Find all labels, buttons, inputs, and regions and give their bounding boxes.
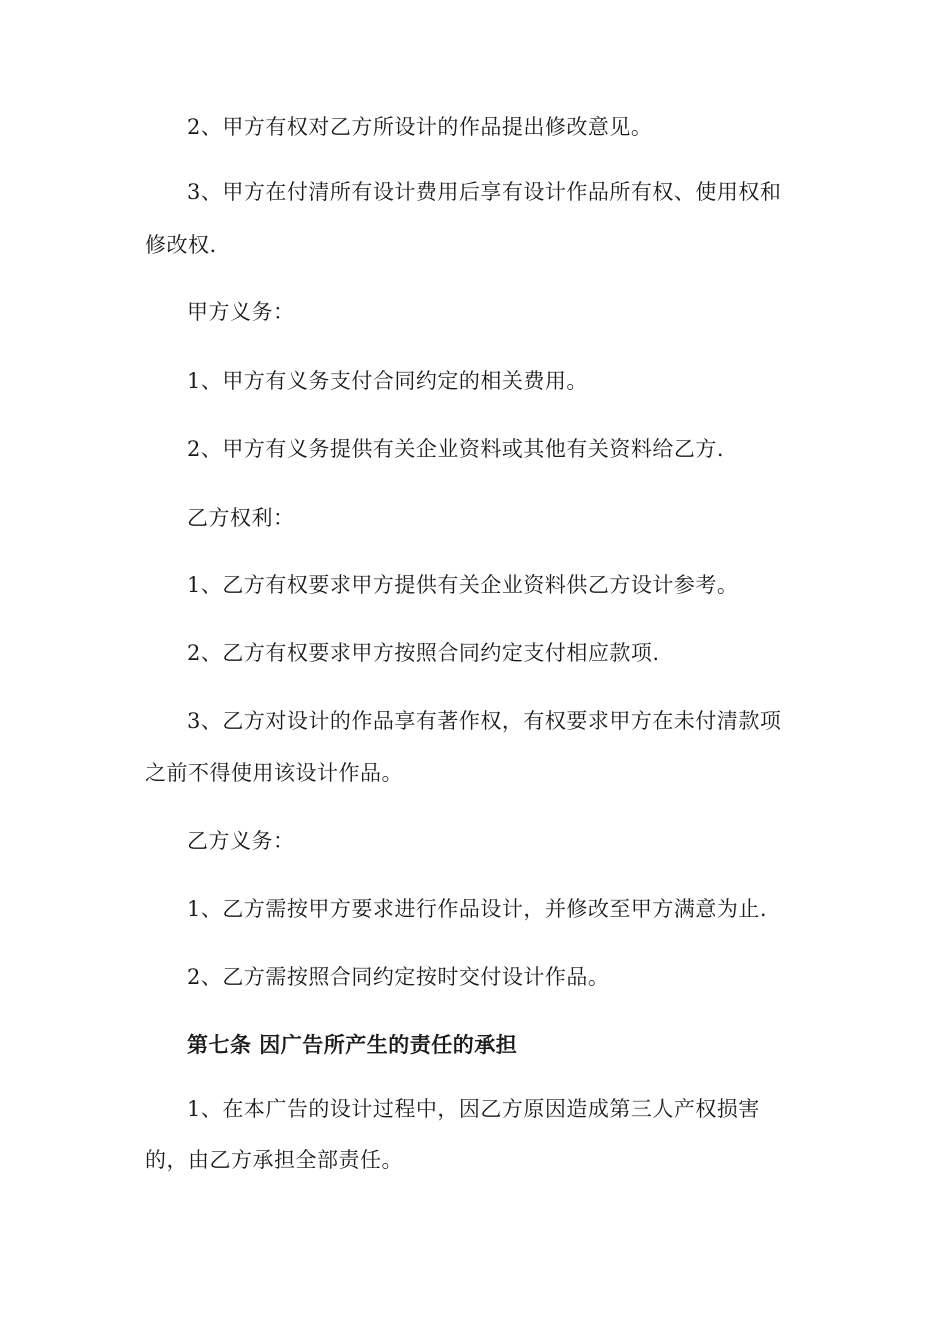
paragraph-line: 3、甲方在付清所有设计费用后享有设计作品所有权、使用权和 <box>187 180 782 204</box>
paragraph-line: 2、乙方有权要求甲方按照合同约定支付相应款项. <box>187 641 660 665</box>
paragraph-line: 3、乙方对设计的作品享有著作权，有权要求甲方在未付清款项 <box>187 709 782 733</box>
paragraph-line: 1、在本广告的设计过程中，因乙方原因造成第三人产权损害 <box>187 1097 760 1121</box>
paragraph-line: 之前不得使用该设计作品。 <box>145 761 403 785</box>
article-heading: 第七条 因广告所产生的责任的承担 <box>187 1033 518 1057</box>
section-label: 乙方义务： <box>187 829 295 853</box>
paragraph-line: 1、甲方有义务支付合同约定的相关费用。 <box>187 369 588 393</box>
paragraph-line: 2、乙方需按照合同约定按时交付设计作品。 <box>187 965 610 989</box>
section-label: 乙方权利： <box>187 506 295 530</box>
paragraph-line: 1、乙方有权要求甲方提供有关企业资料供乙方设计参考。 <box>187 573 739 597</box>
paragraph-line: 2、甲方有义务提供有关企业资料或其他有关资料给乙方. <box>187 437 725 461</box>
paragraph-line: 修改权. <box>145 233 217 257</box>
paragraph-line: 的，由乙方承担全部责任。 <box>145 1148 403 1172</box>
paragraph-line: 1、乙方需按甲方要求进行作品设计，并修改至甲方满意为止. <box>187 897 768 921</box>
section-label: 甲方义务： <box>187 300 295 324</box>
paragraph-line: 2、甲方有权对乙方所设计的作品提出修改意见。 <box>187 115 653 139</box>
